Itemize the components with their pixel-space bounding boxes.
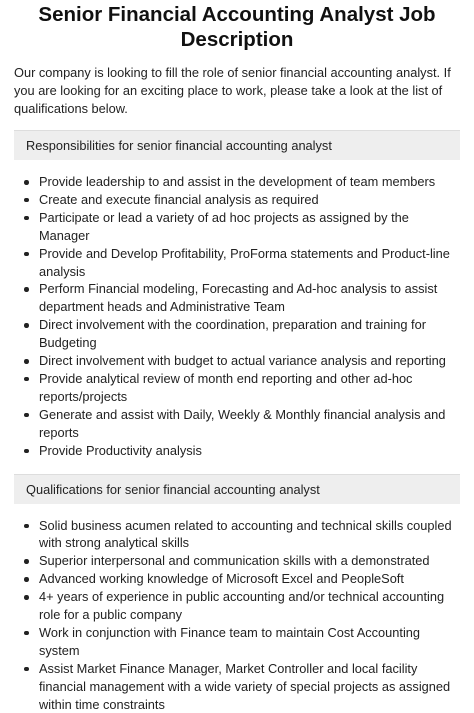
qualifications-list	[14, 517, 460, 713]
responsibility-item: Generate and assist with Daily, Weekly & Monthly financial analysis and reports	[39, 406, 460, 442]
qualification-item: Superior interpersonal and communication skills with a demonstrated	[39, 552, 460, 570]
responsibility-item: Provide analytical review of month end reporting and other ad-hoc reports/projects	[39, 370, 460, 406]
responsibility-item: Provide and Develop Profitability, ProForma statements and Product-line analysis	[39, 245, 460, 281]
qualification-item: Assist Market Finance Manager, Market Controller and local facility financial management with a wide variety of special projects as assigned within time constraints	[39, 660, 460, 713]
qualification-item: Solid business acumen related to accounting and technical skills coupled with strong analytical skills	[39, 517, 460, 553]
responsibility-item: Create and execute financial analysis as required	[39, 191, 460, 209]
qualifications-heading: Qualifications for senior financial accounting analyst	[14, 474, 460, 504]
responsibilities-heading: Responsibilities for senior financial accounting analyst	[14, 130, 460, 160]
responsibilities-list	[14, 173, 460, 460]
responsibility-item: Participate or lead a variety of ad hoc projects as assigned by the Manager	[39, 209, 460, 245]
responsibility-item: Direct involvement with the coordination, preparation and training for Budgeting	[39, 316, 460, 352]
qualification-item: Work in conjunction with Finance team to maintain Cost Accounting system	[39, 624, 460, 660]
intro-paragraph: Our company is looking to fill the role of senior financial accounting analyst. If you are looking for an exciting place to work, please take a look at the list of qualifications below.	[14, 64, 460, 118]
responsibility-item: Provide Productivity analysis	[39, 442, 460, 460]
responsibility-item: Perform Financial modeling, Forecasting and Ad-hoc analysis to assist department heads and Administrative Team	[39, 280, 460, 316]
responsibility-item: Direct involvement with budget to actual variance analysis and reporting	[39, 352, 460, 370]
qualification-item: 4+ years of experience in public accounting and/or technical accounting role for a public company	[39, 588, 460, 624]
qualification-item: Advanced working knowledge of Microsoft Excel and PeopleSoft	[39, 570, 460, 588]
responsibility-item: Provide leadership to and assist in the development of team members	[39, 173, 460, 191]
page-title: Senior Financial Accounting Analyst Job Description	[14, 0, 460, 52]
